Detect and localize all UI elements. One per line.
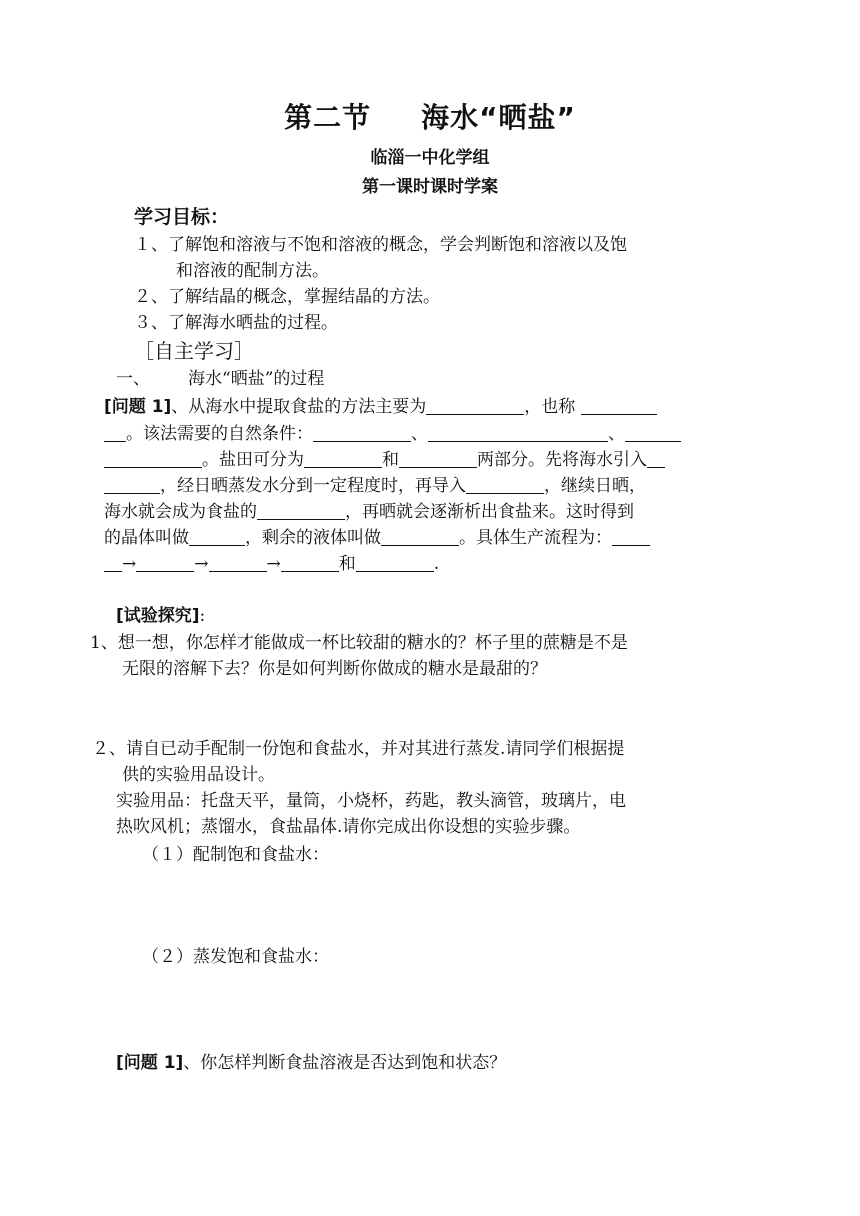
q1-line-2: 。该法需要的自然条件： 、 、 bbox=[104, 421, 681, 447]
q1-line-7: → → → 和 . bbox=[104, 551, 439, 577]
section-1-number: 一、 bbox=[116, 369, 150, 389]
flow-arrow: → bbox=[122, 554, 137, 574]
step-1: （１）配制饱和食盐水： bbox=[142, 845, 329, 865]
blank[interactable] bbox=[257, 501, 345, 520]
blank[interactable] bbox=[356, 553, 434, 572]
experiment-2-line2: 供的实验用品设计。 bbox=[122, 765, 275, 785]
blank[interactable] bbox=[426, 396, 524, 415]
objective-1-line2: 和溶液的配制方法。 bbox=[176, 261, 329, 281]
q1-line-5: 海水就会成为食盐的 ，再晒就会逐渐析出食盐来。这时得到 bbox=[104, 502, 634, 522]
experiment-1-line2: 无限的溶解下去？你是如何判断你做成的糖水是最甜的？ bbox=[122, 659, 547, 679]
subtitle-group: 临淄一中化学组 bbox=[370, 148, 490, 168]
blank[interactable] bbox=[104, 449, 202, 468]
blank[interactable] bbox=[313, 423, 411, 442]
blank[interactable] bbox=[104, 423, 126, 442]
experiment-question: [问题 1]、你怎样判断食盐溶液是否达到饱和状态？ bbox=[116, 1053, 507, 1073]
blank[interactable] bbox=[381, 527, 459, 546]
experiment-2-line1: ２、请自已动手配制一份饱和食盐水，并对其进行蒸发.请同学们根据提 bbox=[92, 739, 625, 759]
title-section: 第二节 bbox=[284, 101, 372, 134]
blank[interactable] bbox=[209, 553, 267, 572]
blank[interactable] bbox=[399, 449, 477, 468]
self-study-heading: ［自主学习］ bbox=[134, 339, 254, 363]
section-1-title: 海水“晒盐”的过程 bbox=[188, 369, 325, 389]
objective-2: ２、了解结晶的概念，掌握结晶的方法。 bbox=[134, 287, 440, 307]
supplies-line1: 实验用品：托盘天平，量筒，小烧杯，药匙，教头滴管，玻璃片，电 bbox=[116, 791, 626, 811]
q1-line-1: [问题 1]、从海水中提取食盐的方法主要为 ，也称 bbox=[104, 394, 657, 420]
flow-arrow: → bbox=[266, 554, 281, 574]
q1-label: [问题 1] bbox=[104, 397, 172, 417]
blank[interactable] bbox=[281, 553, 339, 572]
blank[interactable] bbox=[466, 475, 544, 494]
blank[interactable] bbox=[136, 553, 194, 572]
page-title bbox=[0, 98, 860, 138]
q1-line-3: 。盐田可分为 和 两部分。先将海水引入 bbox=[104, 447, 665, 473]
objective-3: ３、了解海水晒盐的过程。 bbox=[134, 313, 338, 333]
experiment-1-line1: 1、想一想，你怎样才能做成一杯比较甜的糖水的？杯子里的蔗糖是不是 bbox=[90, 633, 628, 653]
subtitle-lesson: 第一课时课时学案 bbox=[362, 177, 498, 197]
experiment-heading: [试验探究]: bbox=[116, 606, 206, 626]
blank[interactable] bbox=[104, 475, 160, 494]
blank[interactable] bbox=[104, 553, 122, 572]
question-label: [问题 1] bbox=[116, 1053, 184, 1073]
blank[interactable] bbox=[304, 449, 382, 468]
blank[interactable] bbox=[189, 527, 245, 546]
supplies-line2: 热吹风机；蒸馏水，食盐晶体.请你完成出你设想的实验步骤。 bbox=[116, 817, 581, 837]
q1-line-6: 的晶体叫做 ，剩余的液体叫做 。具体生产流程为： bbox=[104, 525, 650, 551]
flow-arrow: → bbox=[194, 554, 209, 574]
blank[interactable] bbox=[581, 396, 657, 415]
blank[interactable] bbox=[428, 423, 608, 442]
objectives-heading: 学习目标： bbox=[134, 206, 230, 228]
q1-line-4: ，经日晒蒸发水分到一定程度时，再导入 ，继续日晒， bbox=[104, 473, 646, 499]
blank[interactable] bbox=[612, 527, 650, 546]
step-2: （２）蒸发饱和食盐水： bbox=[142, 947, 329, 967]
blank[interactable] bbox=[625, 423, 681, 442]
objective-1-line1: １、了解饱和溶液与不饱和溶液的概念，学会判断饱和溶液以及饱 bbox=[134, 235, 627, 255]
blank[interactable] bbox=[647, 449, 665, 468]
title-topic: 海水“晒盐” bbox=[421, 101, 576, 134]
